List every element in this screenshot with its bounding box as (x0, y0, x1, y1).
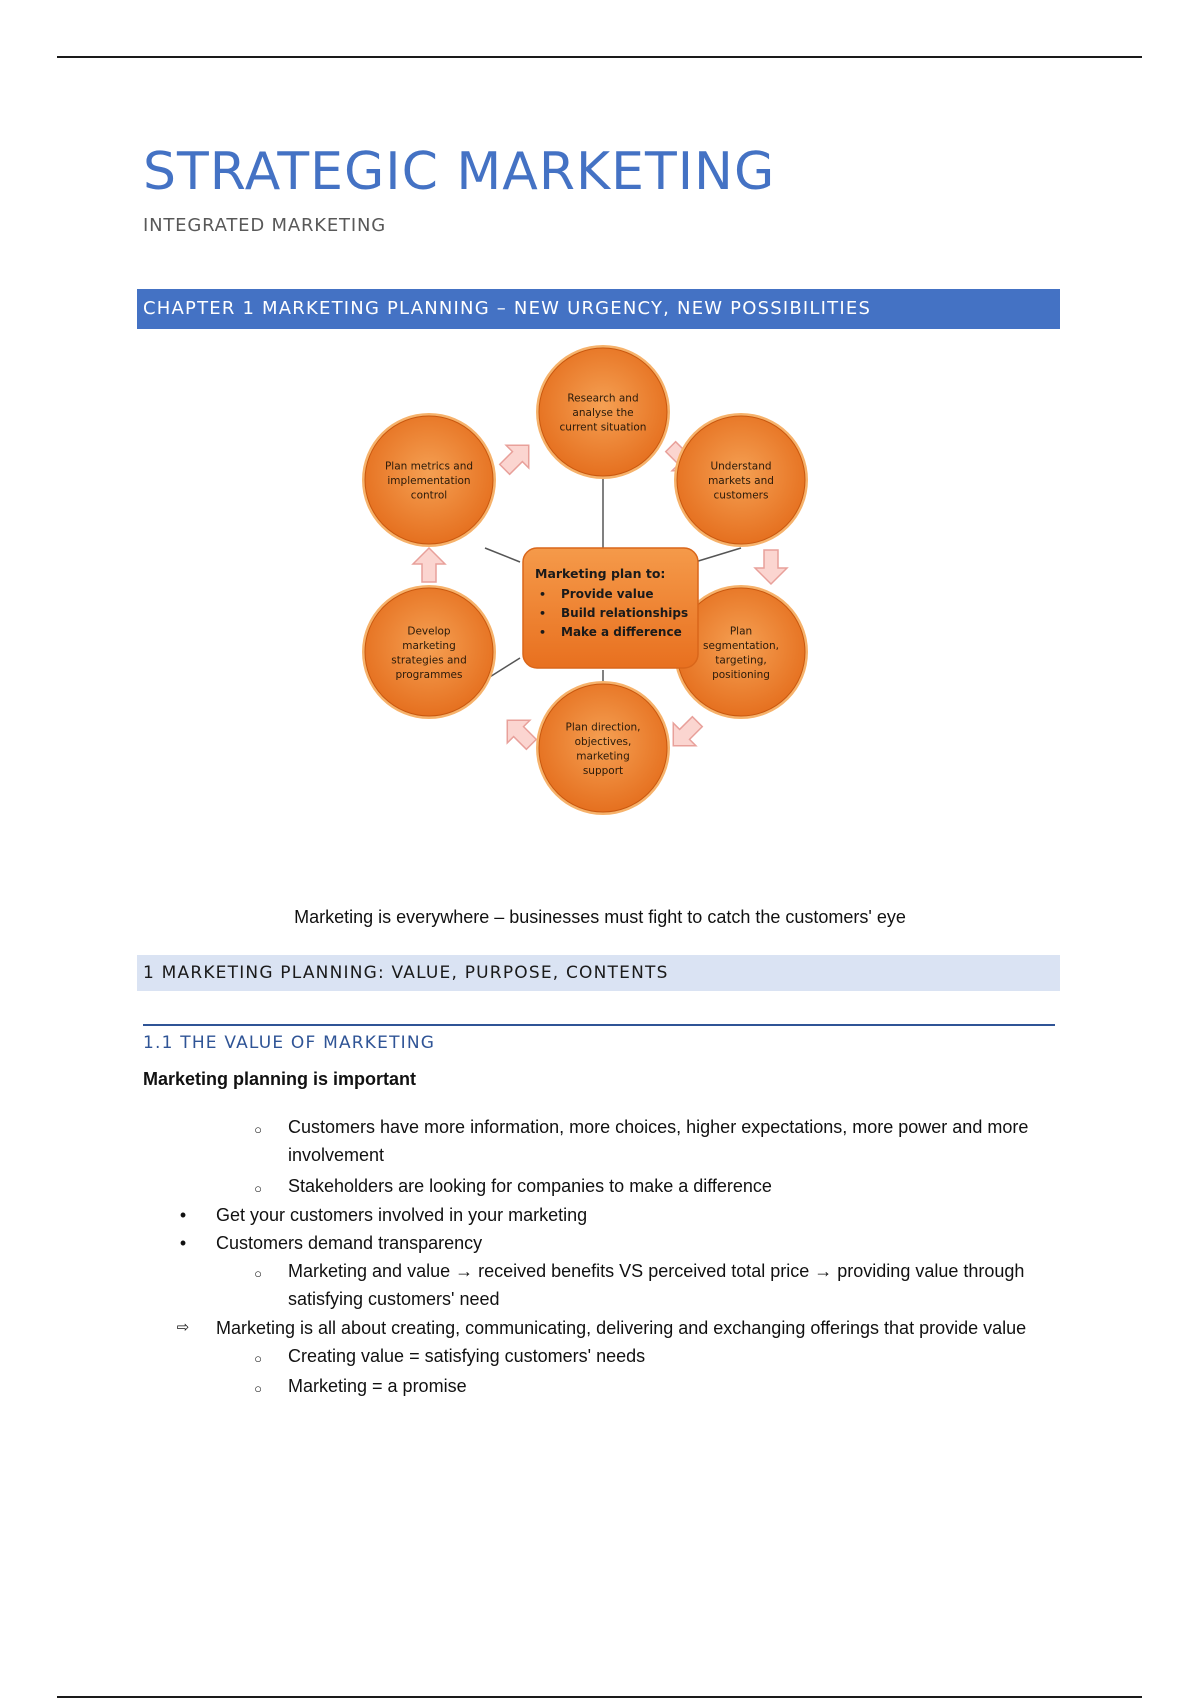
center-item-label: Provide value (561, 587, 654, 601)
node-label: Plan (729, 625, 753, 638)
list-item-text: Stakeholders are looking for companies to make a difference (288, 1176, 772, 1196)
center-item-label: Make a difference (561, 625, 682, 639)
cycle-node (362, 413, 496, 547)
footer-rule (57, 1696, 1142, 1698)
section-heading: 1 MARKETING PLANNING: VALUE, PURPOSE, CONTENTS (137, 955, 1060, 991)
node-label: markets and (708, 475, 774, 487)
cycle-node (362, 585, 496, 719)
node-label: implementation (387, 475, 471, 487)
node-label: Research and (567, 392, 639, 405)
circle-bullet-icon: ○ (254, 1351, 262, 1366)
cycle-arrow-icon (755, 550, 787, 584)
list-item-text: involvement (288, 1145, 385, 1165)
center-item-label: Build relationships (561, 606, 689, 620)
center-bullet-icon: • (539, 626, 547, 639)
arrow-bullet-icon: ⇨ (176, 1319, 190, 1336)
circle-bullet-icon: ○ (254, 1266, 262, 1281)
marketing-plan-diagram (355, 340, 855, 880)
node-label: segmentation, (703, 639, 779, 652)
center-bullet-icon: • (539, 607, 547, 620)
figure-caption: Marketing is everywhere – businesses must fight to catch the customers' eye (294, 907, 906, 927)
node-circle (365, 588, 493, 716)
chapter-heading: CHAPTER 1 MARKETING PLANNING – NEW URGENCY, NEW POSSIBILITIES (137, 289, 1060, 329)
disc-bullet-icon: • (179, 1205, 187, 1225)
cycle-arrow-icon (496, 709, 543, 756)
circle-bullet-icon: ○ (254, 1122, 262, 1137)
node-label: Understand (710, 460, 772, 473)
node-label: strategies and (391, 654, 467, 667)
node-label: Plan metrics and (384, 460, 474, 473)
list-item-text: Customers demand transparency (216, 1233, 483, 1253)
node-label: support (582, 764, 624, 777)
node-label: current situation (559, 421, 647, 434)
list-item-text: Marketing and value → received benefits VS perceived total price → providing value through (288, 1261, 1025, 1281)
node-label: positioning (712, 668, 770, 681)
list-item-text: Customers have more information, more choices, higher expectations, more power and more (288, 1117, 1029, 1137)
document-subtitle: INTEGRATED MARKETING (143, 215, 386, 236)
cycle-node (674, 413, 808, 547)
node-circle (539, 684, 667, 812)
list-item-text: satisfying customers' need (288, 1289, 500, 1309)
center-title: Marketing plan to: (535, 566, 666, 581)
node-label: programmes (395, 668, 463, 681)
node-label: objectives, (574, 735, 632, 748)
list-item-text: Creating value = satisfying customers' needs (288, 1346, 646, 1366)
circle-bullet-icon: ○ (254, 1181, 262, 1196)
cycle-node (536, 681, 670, 815)
node-label: Develop (407, 625, 451, 638)
cycle-node (536, 345, 670, 479)
node-label: marketing (576, 750, 630, 763)
center-bullet-icon: • (539, 588, 547, 601)
cycle-arrow-icon (493, 434, 540, 481)
header-rule (57, 56, 1142, 58)
subsection-rule (143, 1024, 1055, 1026)
node-label: Plan direction, (565, 721, 641, 734)
document-title: STRATEGIC MARKETING (143, 142, 776, 202)
cycle-arrow-icon (413, 548, 445, 582)
bold-paragraph: Marketing planning is important (143, 1069, 417, 1089)
disc-bullet-icon: • (179, 1233, 187, 1253)
list-item-text: Marketing is all about creating, communicating, delivering and exchanging offerings that provide value (216, 1318, 1027, 1338)
node-label: marketing (402, 639, 456, 652)
node-label: targeting, (715, 654, 767, 667)
node-label: customers (713, 489, 769, 502)
subsection-heading: 1.1 THE VALUE OF MARKETING (143, 1033, 436, 1053)
node-label: analyse the (572, 407, 634, 419)
list-item-text: Marketing = a promise (288, 1376, 467, 1396)
list-item-text: Get your customers involved in your marketing (216, 1205, 588, 1225)
node-label: control (410, 489, 448, 502)
circle-bullet-icon: ○ (254, 1381, 262, 1396)
